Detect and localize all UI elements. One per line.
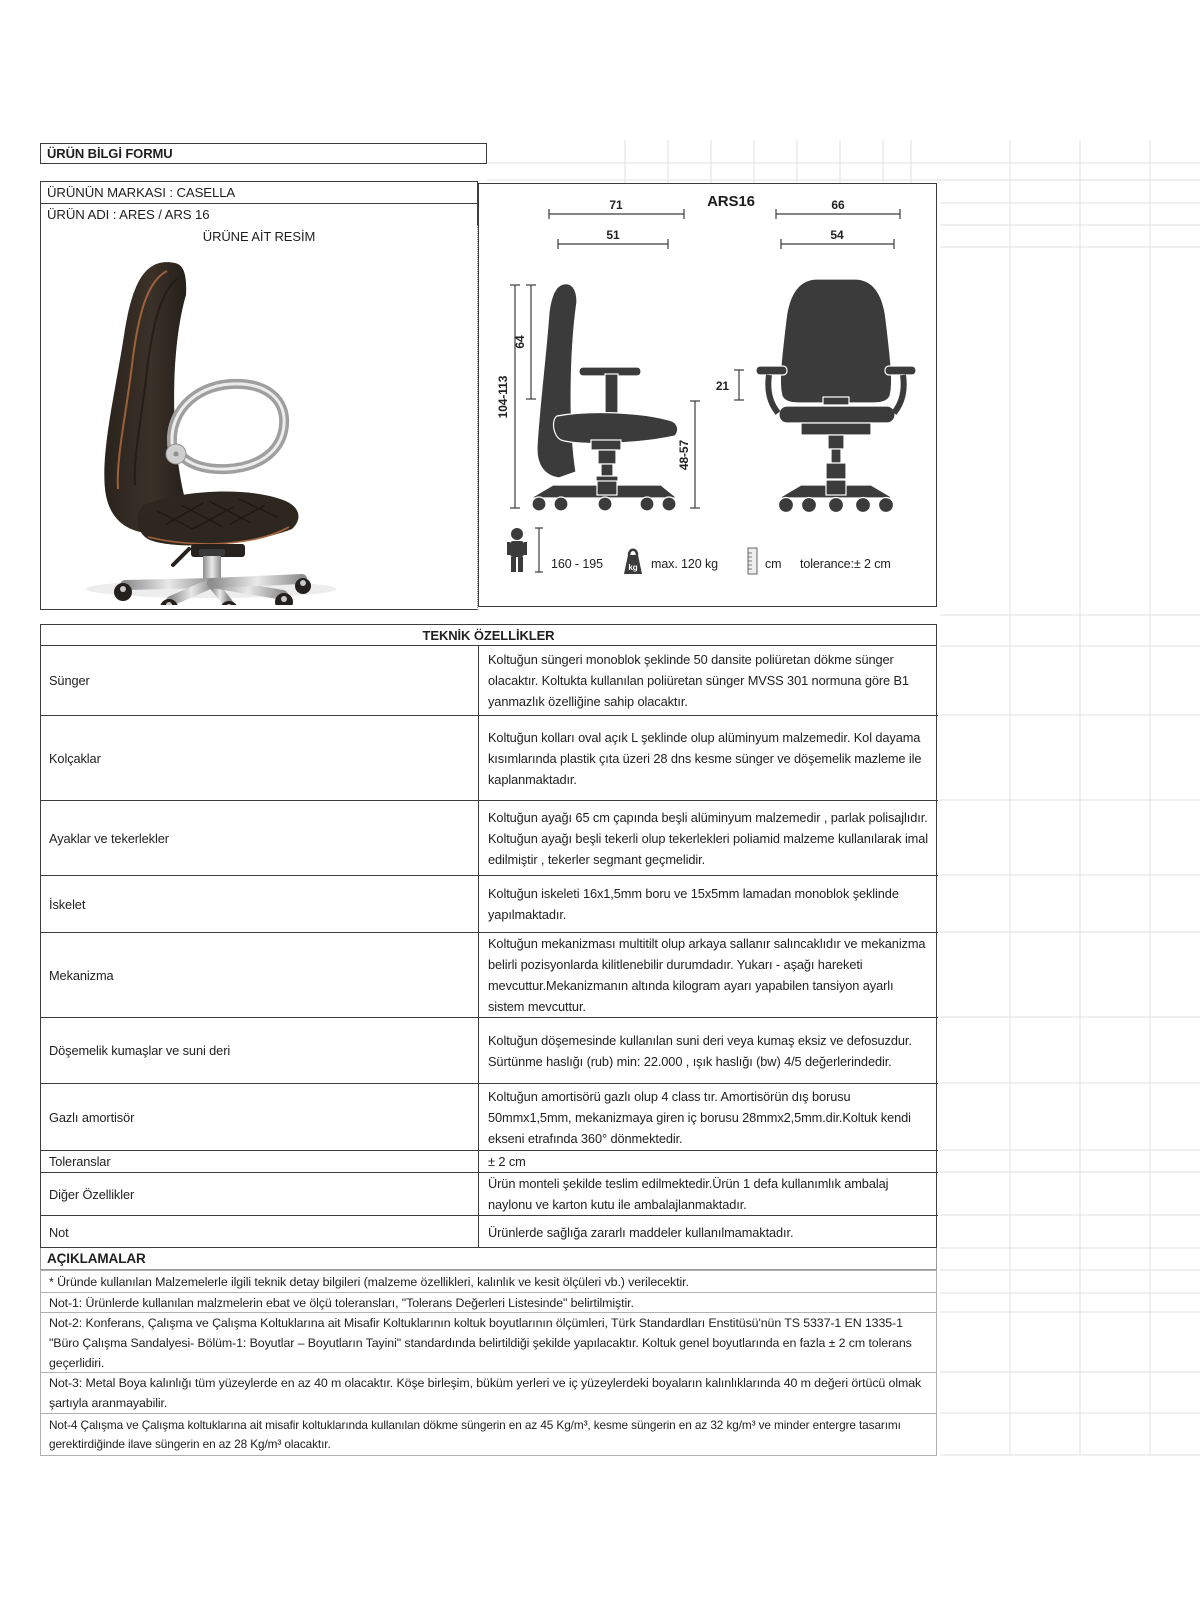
spec-label: Sünger — [41, 646, 479, 715]
spec-desc: Koltuğun iskeleti 16x1,5mm boru ve 15x5mm lamadan monoblok şeklinde yapılmaktadır. — [488, 886, 899, 922]
brand-cell — [40, 181, 478, 204]
weight-icon — [624, 550, 642, 574]
spec-row-dosemelik — [41, 1017, 938, 1083]
dim-back-height: 64 — [513, 335, 527, 349]
specs-header-cell — [40, 624, 937, 646]
spec-desc: Koltuğun mekanizması multitilt olup arkaya sallanır salıncaklıdır ve mekanizma belirli pozisyonlarda kilitlenebilir durumdadır. Yukarı - aşağı hareketi mevcuttur.Mekanizmanın altında kilogram ayarı yapabilen tansiyon ayarlı sistem mevcuttur. — [488, 936, 926, 1014]
image-caption: ÜRÜNE AİT RESİM — [202, 228, 316, 244]
note-text: Not-4 Çalışma ve Çalışma koltuklarına ait misafir koltuklarında kullanılan dökme süngerin en az 45 Kg/m³, kesme süngerin en az 32 kg/m³ ve minder entergre tasarımı gerektirdiğinde ilave süngerin en az 28 Kg/m³ olacaktır. — [49, 1417, 901, 1451]
technical-drawing-box — [478, 183, 937, 607]
spec-label: Gazlı amortisör — [41, 1084, 479, 1150]
dim-overall-width: 66 — [831, 198, 845, 212]
spec-row-diger-ozellikler — [41, 1172, 938, 1215]
spec-desc: Ürünlerde sağlığa zararlı maddeler kullanılmamaktadır. — [488, 1224, 794, 1240]
form-title: ÜRÜN BİLGİ FORMU — [47, 146, 173, 161]
technical-drawing — [479, 184, 938, 608]
spec-desc: Koltuğun ayağı 65 cm çapında beşli alüminyum malzemedir , parlak polisajlıdır. Koltuğun ayağı beşli tekerli olup tekerlekleri poliamid malzeme kullanılarak imal edilmiştir , tekerler segmant geçmelidir. — [488, 809, 929, 867]
note-row-0 — [40, 1270, 937, 1293]
product-image-region — [40, 225, 478, 610]
notes-header: AÇIKLAMALAR — [47, 1251, 146, 1266]
side-view-chair — [531, 284, 678, 511]
note-text: Not-2: Konferans, Çalışma ve Çalışma Koltuklarına ait Misafir Koltuklarının koltuk boyutlarının ölçümleri, Türk Standardları Enstitüsü'nün TS 5337-1 EN 1335-1 "Büro Çalışma Sandalyesi- Bölüm-1: Boyutlar – Boyutların Tayini" standardında belirtildiği şekilde yapılacaktır. Koltuk genel boyutlarında en fazla ± 2 cm tolerans geçerlidiri. — [49, 1315, 912, 1370]
dim-seat-height: 48-57 — [677, 439, 691, 471]
note-row-4 — [40, 1413, 937, 1456]
dim-back-top-width: 71 — [609, 198, 623, 212]
spec-desc: ± 2 cm — [488, 1154, 526, 1169]
spec-desc: Koltuğun süngeri monoblok şeklinde 50 dansite poliüretan dökme sünger olacaktır. Koltukta kullanılan poliüretan sünger MVSS 301 normuna göre B1 yanmazlık özelliğine sahip olacaktır. — [488, 652, 909, 709]
spec-row-not — [41, 1215, 938, 1248]
spec-label: İskelet — [41, 876, 479, 932]
brand-label: ÜRÜNÜN MARKASI : CASELLA — [47, 185, 236, 200]
spec-label: Mekanizma — [41, 933, 479, 1017]
note-text: Not-1: Ürünlerde kullanılan malzmelerin ebat ve ölçü toleransları, "Tolerans Değerleri Listesinde" belirtilmiştir. — [49, 1295, 634, 1310]
product-photo — [53, 253, 363, 605]
spec-row-ayaklar — [41, 800, 938, 875]
spec-desc: Koltuğun döşemesinde kullanılan suni deri veya kumaş eksiz ve defosuzdur. Sürtünme haslığı (rub) min: 22.000 , ışık haslığı (bw) 4/5 değerlerindedir. — [488, 1032, 912, 1069]
tolerance-label: tolerance:± 2 cm — [800, 557, 891, 571]
unit-label: cm — [765, 557, 782, 571]
spec-desc: Koltuğun amortisörü gazlı olup 4 class tır. Amortisörün dış borusu 50mmx1,5mm, mekanizmaya giren iç borusu 28mmx2,5mm.dir.Koltuk kendi ekseni etrafında 360° dönmektedir. — [488, 1088, 911, 1146]
spec-label: Döşemelik kumaşlar ve suni deri — [41, 1018, 479, 1083]
note-text: Not-3: Metal Boya kalınlığı tüm yüzeylerde en az 40 m olacaktır. Köşe birleşim, büküm yerleri ve iç yüzeylerdeki boyaların kalınlıklarında 40 m değeri örtücü olmak şartıyla aranmayabilir. — [49, 1376, 922, 1410]
dim-arm-above-seat: 21 — [715, 379, 729, 393]
dim-back-width: 51 — [606, 228, 620, 242]
spec-row-toleranslar — [41, 1150, 938, 1172]
spec-label: Toleranslar — [41, 1151, 479, 1172]
spec-desc: Koltuğun kolları oval açık L şeklinde olup alüminyum malzemedir. Kol dayama kısımlarında plastik çıta üzeri 28 dns kesme sünger ve döşemelik mazleme ile kaplanmaktadır. — [488, 729, 922, 787]
notes-header-cell — [40, 1248, 937, 1270]
svg-text:kg: kg — [628, 563, 638, 572]
spec-row-mekanizma — [41, 932, 938, 1017]
spec-row-sunger — [41, 646, 938, 715]
model-label: ARS16 — [707, 193, 755, 210]
note-row-2 — [40, 1312, 937, 1373]
note-row-1 — [40, 1292, 937, 1313]
spec-label: Ayaklar ve tekerlekler — [41, 801, 479, 875]
form-title-cell — [40, 143, 487, 164]
specs-table — [40, 646, 937, 1248]
note-row-3 — [40, 1372, 937, 1414]
note-text: * Üründe kullanılan Malzemelerle ilgili teknik detay bilgileri (malzeme özellikleri, kalınlık ve kesit ölçüleri vb.) verilecektir. — [49, 1274, 689, 1289]
max-weight-label: max. 120 kg — [651, 557, 718, 571]
spec-row-kolcaklar — [41, 715, 938, 800]
product-name-label: ÜRÜN ADI : ARES / ARS 16 — [47, 207, 210, 222]
dim-total-height: 104-113 — [496, 375, 510, 419]
spec-label: Not — [41, 1216, 479, 1248]
spec-row-gazli-amortisor — [41, 1083, 938, 1150]
spec-row-iskelet — [41, 875, 938, 932]
front-view-chair — [756, 279, 916, 513]
person-icon — [507, 528, 527, 572]
spec-label: Kolçaklar — [41, 716, 479, 800]
specs-header: TEKNİK ÖZELLİKLER — [422, 627, 555, 643]
image-caption-row — [41, 225, 477, 247]
ruler-icon — [748, 548, 757, 574]
dim-seat-width: 54 — [830, 228, 844, 242]
product-name-cell — [40, 203, 478, 226]
spec-label: Diğer Özellikler — [41, 1173, 479, 1215]
user-height-range: 160 - 195 — [551, 557, 603, 571]
spec-desc: Ürün monteli şekilde teslim edilmektedir.Ürün 1 defa kullanımlık ambalaj naylonu ve karton kutu ile ambalajlanmaktadır. — [488, 1176, 889, 1212]
